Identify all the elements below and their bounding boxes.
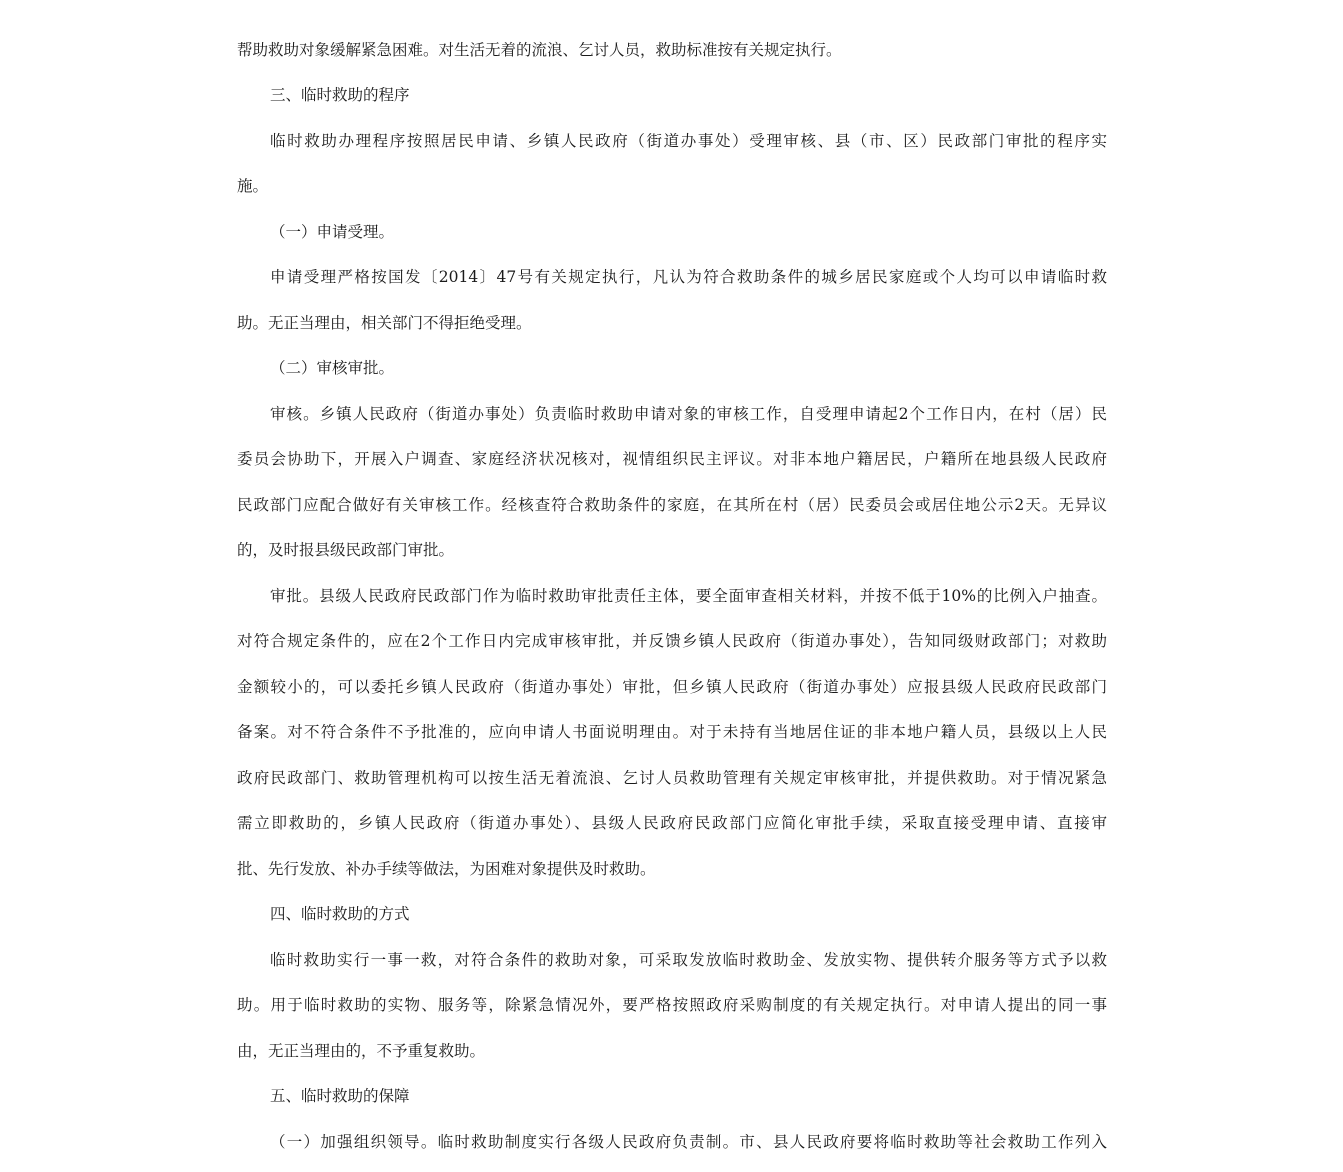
paragraph-line: 临时救助实行一事一救，对符合条件的救助对象，可采取发放临时救助金、发放实物、提供转介服务等方式予以救 [270,950,1107,969]
section-heading-methods: 四、临时救助的方式 [270,905,410,923]
section-heading-guarantee: 五、临时救助的保障 [270,1087,410,1105]
paragraph-line: 需立即救助的，乡镇人民政府（街道办事处）、县级人民政府民政部门应简化审批手续，采取直接受理申请、直接审 [237,814,1107,832]
paragraph-line: 审核。乡镇人民政府（街道办事处）负责临时救助申请对象的审核工作，自受理申请起2个工作日内，在村（居）民 [270,404,1107,423]
paragraph-line: 委员会协助下，开展入户调查、家庭经济状况核对，视情组织民主评议。对非本地户籍居民，户籍所在地县级人民政府 [237,450,1107,468]
paragraph-line: 由，无正当理由的，不予重复救助。 [237,1041,486,1060]
document-page [237,19,1107,1172]
paragraph-line: 审批。县级人民政府民政部门作为临时救助审批责任主体，要全面审查相关材料，并按不低于10%的比例入户抽查。 [270,586,1107,605]
subsection-heading-review: （二）审核审批。 [270,359,395,377]
paragraph-line: 临时救助办理程序按照居民申请、乡镇人民政府（街道办事处）受理审核、县（市、区）民政部门审批的程序实 [270,131,1107,150]
paragraph-line: （一）加强组织领导。临时救助制度实行各级人民政府负责制。市、县人民政府要将临时救助等社会救助工作列入 [270,1132,1107,1151]
paragraph-line: 政府民政部门、救助管理机构可以按生活无着流浪、乞讨人员救助管理有关规定审核审批，并提供救助。对于情况紧急 [237,768,1107,787]
subsection-heading-application: （一）申请受理。 [270,222,395,241]
paragraph-line: 助。用于临时救助的实物、服务等，除紧急情况外，要严格按照政府采购制度的有关规定执行。对申请人提出的同一事 [237,996,1107,1014]
paragraph-line: 的，及时报县级民政部门审批。 [237,541,455,559]
paragraph-line: 施。 [237,177,269,195]
paragraph-line: 申请受理严格按国发〔2014〕47号有关规定执行，凡认为符合救助条件的城乡居民家庭或个人均可以申请临时救 [270,268,1107,286]
paragraph-line: 批、先行发放、补办手续等做法，为困难对象提供及时救助。 [237,859,656,878]
section-heading-procedure: 三、临时救助的程序 [270,86,410,104]
paragraph-line: 民政部门应配合做好有关审核工作。经核查符合救助条件的家庭，在其所在村（居）民委员会或居住地公示2天。无异议 [237,495,1107,514]
paragraph-line: 金额较小的，可以委托乡镇人民政府（街道办事处）审批，但乡镇人民政府（街道办事处）应报县级人民政府民政部门 [237,677,1107,696]
paragraph-line: 备案。对不符合条件不予批准的，应向申请人书面说明理由。对于未持有当地居住证的非本地户籍人员，县级以上人民 [237,723,1107,741]
paragraph-line: 助。无正当理由，相关部门不得拒绝受理。 [237,313,532,332]
paragraph-line-continuation: 帮助救助对象缓解紧急困难。对生活无着的流浪、乞讨人员，救助标准按有关规定执行。 [237,40,842,59]
paragraph-line: 对符合规定条件的，应在2个工作日内完成审核审批，并反馈乡镇人民政府（街道办事处），告知同级财政部门；对救助 [237,632,1107,650]
